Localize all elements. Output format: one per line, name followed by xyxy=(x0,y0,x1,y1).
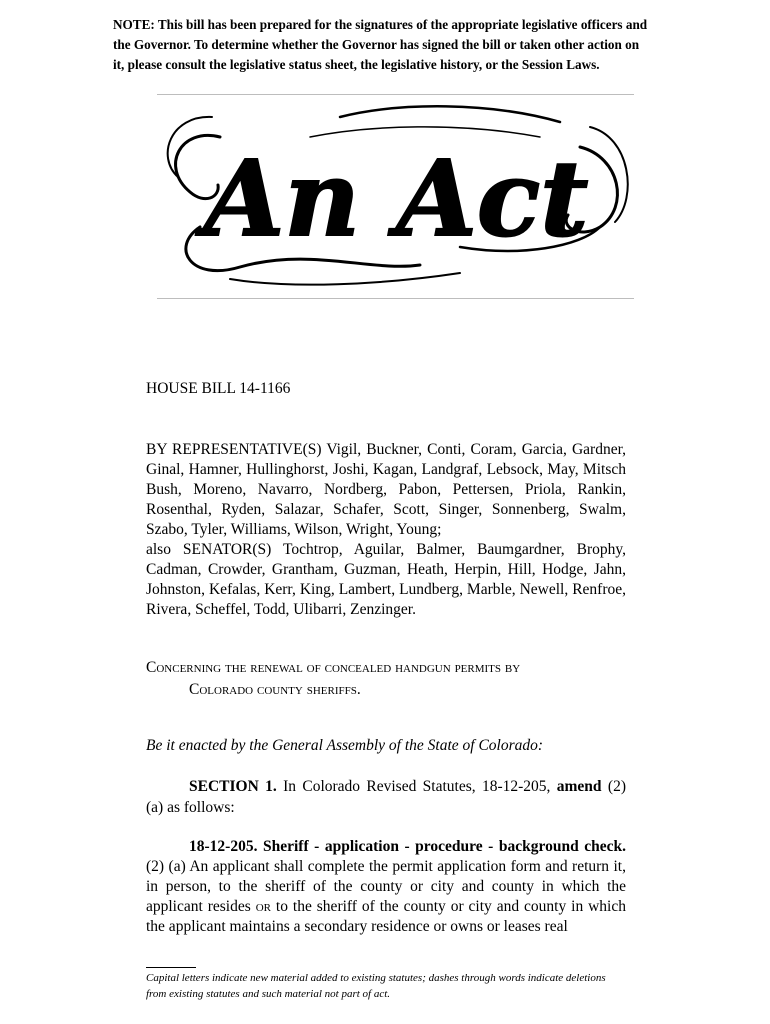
enacting-clause: Be it enacted by the General Assembly of the State of Colorado: xyxy=(146,737,544,754)
representatives-list: BY REPRESENTATIVE(S) Vigil, Buckner, Conti, Coram, Garcia, Gardner, Ginal, Hamner, Hullinghorst, Joshi, Kagan, Landgraf, Lebsock, May, Mitsch Bush, Moreno, Navarro, Nordberg, Pabon, Pettersen, Priola, Rankin, Rosenthal, Ryden, Salazar, Schafer, Scott, Singer, Sonnenberg, Swalm, Szabo, Tyler, Williams, Wilson, Wright, Young; xyxy=(146,441,626,538)
footnote: Capital letters indicate new material added to existing statutes; dashes through words indicate deletions from existing statutes and such material not part of act. xyxy=(146,972,606,1000)
signature-note: NOTE: This bill has been prepared for the signatures of the appropriate legislative officers and the Governor. To determine whether the Governor has signed the bill or taken other action on it, please consult the legislative status sheet, the legislative history, or the Session Laws. xyxy=(113,17,648,72)
section-label: SECTION 1. xyxy=(189,778,277,795)
svg-text:An Act: An Act xyxy=(203,137,589,260)
statute-text-a: (2) (a) An applicant shall complete the permit application form and return it, in person, to the sheriff of the county or city and county in which the applicant resides xyxy=(146,858,626,915)
section-text-b: (2) (a) as follows: xyxy=(146,778,626,816)
header-rule-bottom xyxy=(157,298,634,299)
bill-title xyxy=(146,657,626,701)
statute-or-word: or xyxy=(255,898,271,915)
bill-title-line-2: Colorado county sheriffs. xyxy=(189,681,361,698)
header-rule-top xyxy=(157,94,634,95)
statute-heading: 18-12-205. Sheriff - application - procedure - background check. xyxy=(189,838,626,855)
statute-text xyxy=(146,837,626,937)
bill-title-line-1: Concerning the renewal of concealed handgun permits by xyxy=(146,659,521,676)
an-act-logo xyxy=(160,97,632,295)
bill-number: HOUSE BILL 14-1166 xyxy=(146,380,291,397)
footnote-rule xyxy=(146,967,196,968)
sponsors-block xyxy=(146,440,626,620)
statute-text-b: to the sheriff of the county or city and county in which the applicant maintains a secondary residence or owns or leases real xyxy=(146,898,626,935)
section-1 xyxy=(146,776,626,818)
senators-list: also SENATOR(S) Tochtrop, Aguilar, Balmer, Baumgardner, Brophy, Cadman, Crowder, Grantham, Guzman, Heath, Herpin, Hill, Hodge, Jahn, Johnston, Kefalas, Kerr, King, Lambert, Lundberg, Marble, Newell, Renfroe, Rivera, Scheffel, Todd, Ulibarri, Zenzinger. xyxy=(146,541,626,618)
section-text-a: In Colorado Revised Statutes, 18-12-205, xyxy=(276,778,557,795)
section-amend: amend xyxy=(556,778,602,795)
